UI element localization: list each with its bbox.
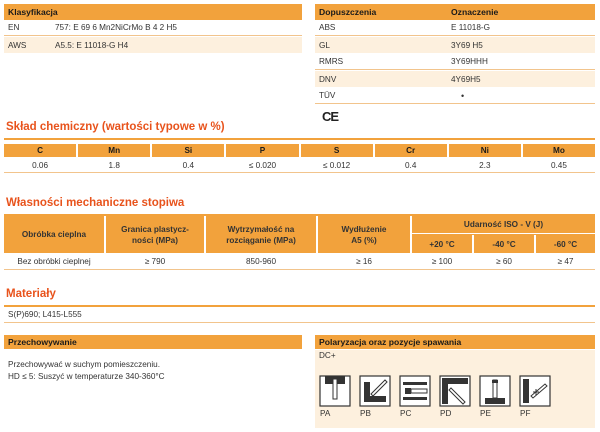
approval-body: GL [319, 40, 330, 50]
chemistry-value-cell: 1.8 [108, 160, 120, 170]
classification-std: EN [8, 23, 20, 32]
polarity-value: DC+ [319, 351, 336, 360]
chemistry-header-cell: Ni [480, 146, 489, 155]
position-label-pb: PB [360, 409, 371, 418]
position-label-pd: PD [440, 409, 452, 418]
chemistry-title: Skład chemiczny (wartości typowe w %) [6, 121, 225, 133]
chemistry-value-cell: ≤ 0.020 [248, 160, 277, 170]
mech-impact-60: ≥ 47 [557, 257, 574, 266]
approval-body: ABS [319, 23, 336, 32]
materials-row [4, 307, 595, 323]
chemistry-header-cell: S [333, 146, 340, 155]
storage-body [4, 350, 302, 428]
chemistry-value-cell: 0.4 [404, 160, 417, 170]
pc-icon [400, 376, 430, 406]
position-label-pe: PE [480, 409, 491, 418]
mech-temp-20: +20 °C [429, 239, 455, 249]
approvals-row [315, 88, 595, 104]
pd-icon [440, 376, 470, 406]
classification-row [4, 20, 302, 36]
mech-header-tensile: Wytrzymałość na rozciąganie (MPa) [226, 224, 296, 245]
mech-header-impact: Udarność ISO - V (J) [412, 216, 595, 234]
mech-yield: ≥ 790 [144, 257, 166, 266]
pb-icon [360, 376, 390, 406]
storage-line-1: Przechowywać w suchym pomieszczeniu. [8, 360, 160, 369]
approval-body: RMRS [319, 57, 344, 66]
chemistry-value-cell: 0.06 [32, 160, 49, 170]
chemistry-header-cell: Mo [553, 146, 565, 155]
storage-header [4, 335, 302, 349]
approval-mark: • [461, 90, 465, 101]
polarity-title: Polaryzacja oraz pozycje spawania [319, 337, 462, 347]
chemistry-header-cell: C [37, 146, 44, 155]
chemistry-header-cell: Cr [406, 146, 416, 155]
approvals-row [315, 37, 595, 53]
mech-impact-40: ≥ 60 [496, 257, 512, 266]
chemistry-header-cell: Mn [108, 146, 121, 155]
materials-text: S(P)690; L415-L555 [8, 310, 82, 319]
approvals-header [315, 4, 595, 20]
approval-body: DNV [319, 74, 337, 84]
approval-mark: E 11018-G [451, 23, 490, 32]
mech-header-yield: Granica plastycz- ności (MPa) [121, 224, 189, 245]
chemistry-values-row [4, 157, 595, 173]
classification-row [4, 37, 302, 53]
mechanical-table [4, 216, 595, 272]
approval-mark: 3Y69HHH [451, 57, 488, 66]
materials-title: Materiały [6, 288, 56, 300]
mech-impact-20: ≥ 100 [431, 257, 453, 266]
storage-title: Przechowywanie [8, 337, 77, 347]
approvals-row [315, 71, 595, 87]
mech-elongation: ≥ 16 [356, 257, 372, 266]
polarity-body [315, 350, 595, 428]
ce-mark: CE [322, 109, 339, 124]
classification-value: A5.5: E 11018-G H4 [55, 40, 129, 50]
mechanical-data-row [4, 253, 595, 270]
chemistry-header-row [4, 144, 595, 157]
pa-icon [320, 376, 350, 406]
welding-positions [315, 362, 595, 428]
chemistry-value-cell: ≤ 0.012 [322, 160, 351, 170]
mechanical-title: Własności mechaniczne stopiwa [6, 197, 185, 209]
approvals-row [315, 54, 595, 70]
mech-header-treatment: Obróbka cieplna [21, 230, 87, 239]
chemistry-value-cell: 2.3 [479, 160, 491, 170]
approvals-row [315, 20, 595, 36]
approvals-col-mark: Oznaczenie [451, 7, 499, 17]
position-label-pc: PC [400, 409, 412, 418]
approval-body: TÜV [319, 91, 336, 100]
classification-header [4, 4, 302, 20]
classification-title: Klasyfikacja [8, 7, 58, 17]
chemistry-header-cell: P [259, 146, 266, 155]
mech-temp-60: -60 °C [553, 239, 578, 249]
approval-mark: 4Y69H5 [451, 74, 481, 84]
mech-temp-40: -40 °C [492, 239, 516, 249]
storage-line-2: HD ≤ 5: Suszyć w temperaturze 340-360°C [8, 372, 165, 381]
position-label-pf: PF [520, 409, 531, 418]
mech-treatment: Bez obróbki cieplnej [17, 257, 91, 266]
chemistry-value-cell: 0.45 [550, 160, 567, 170]
mech-header-elongation: Wydłużenie A5 (%) [341, 224, 387, 245]
pf-icon [520, 376, 550, 406]
polarity-header [315, 335, 595, 349]
position-label-pa: PA [320, 409, 331, 418]
classification-std: AWS [8, 40, 27, 50]
mech-tensile: 850-960 [245, 257, 277, 266]
classification-value: 757: E 69 6 Mn2NiCrMo B 4 2 H5 [55, 23, 177, 32]
pe-icon [480, 376, 510, 406]
chemistry-value-cell: 0.4 [182, 160, 194, 170]
chemistry-header-cell: Si [184, 146, 193, 155]
chemistry-table [4, 140, 595, 174]
approval-mark: 3Y69 H5 [451, 40, 483, 50]
approvals-col-body: Dopuszczenia [319, 7, 377, 17]
